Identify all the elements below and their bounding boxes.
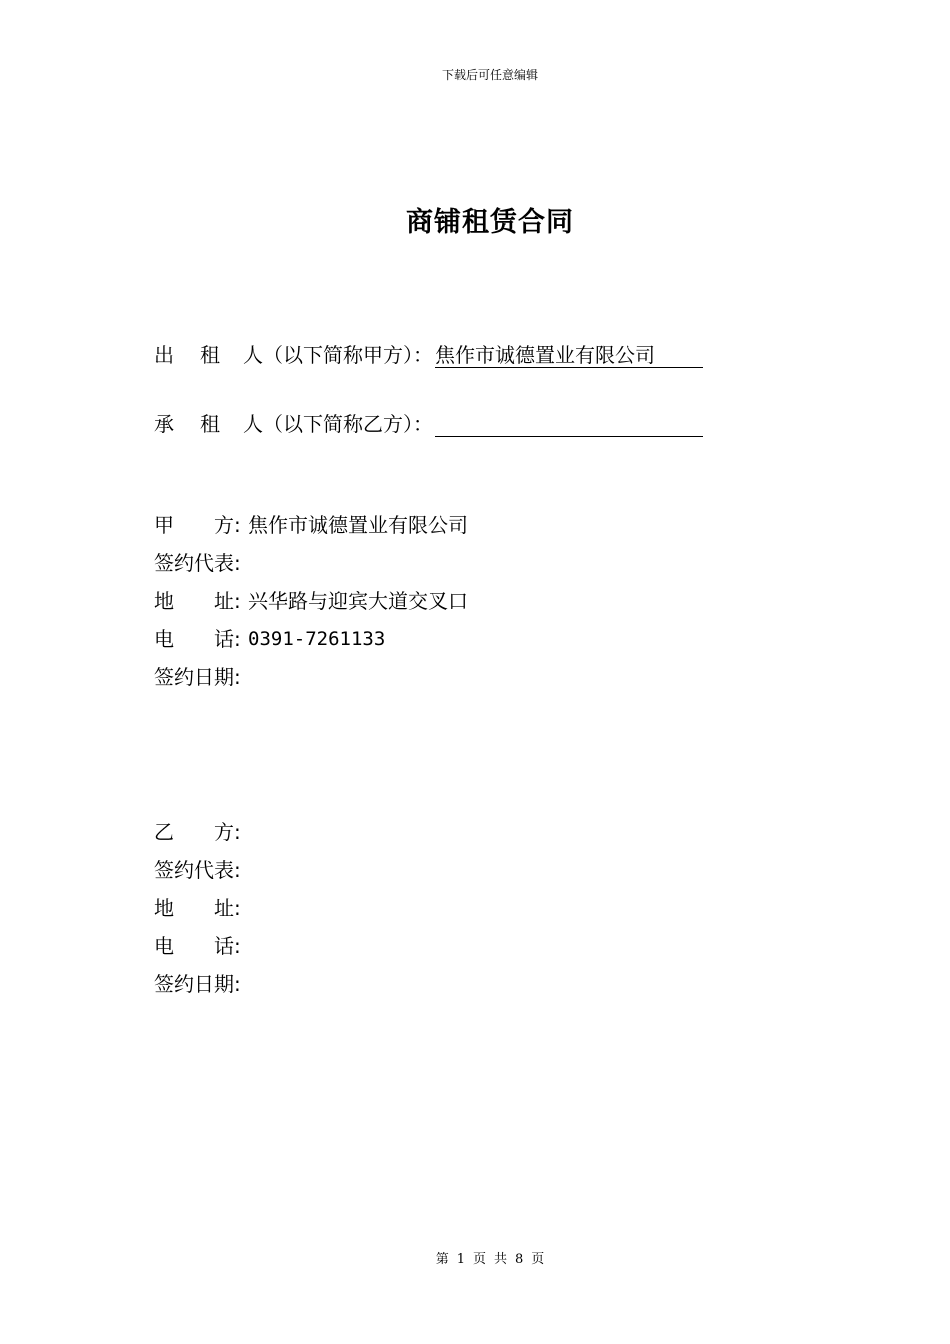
party-a-block <box>154 506 468 696</box>
party-b-row-date <box>154 965 248 1003</box>
party-a-name-label <box>154 506 234 544</box>
label-char: 地 <box>154 896 174 920</box>
label-char: 电 <box>154 627 174 651</box>
lessee-label-suffix: （以下简称乙方）： <box>263 412 433 436</box>
lessor-label-char-3: 人 <box>243 343 263 367</box>
lessee-label-char-1: 承 <box>154 412 174 436</box>
lessee-line <box>154 408 703 437</box>
colon: : <box>234 972 241 996</box>
party-a-row-name <box>154 506 468 544</box>
lessee-label-char-2: 租 <box>200 412 220 436</box>
footer-current-page: 1 <box>456 1252 465 1267</box>
party-a-row-date <box>154 658 468 696</box>
label-text: 签约代表 <box>154 858 234 882</box>
party-a-address-value[interactable]: 兴华路与迎宾大道交叉口 <box>248 589 468 613</box>
document-title: 商铺租赁合同 <box>406 207 574 238</box>
label-char: 话 <box>214 934 234 958</box>
party-b-block <box>154 813 248 1003</box>
party-b-row-address <box>154 889 248 927</box>
colon: : <box>234 665 241 689</box>
lessor-label-suffix: （以下简称甲方）： <box>263 343 433 367</box>
label-text: 签约日期 <box>154 972 234 996</box>
label-char: 方 <box>214 513 234 537</box>
colon: : <box>234 820 241 844</box>
label-char: 址 <box>214 589 234 613</box>
lessor-name-field[interactable]: 焦作市诚德置业有限公司 <box>435 343 703 368</box>
footer-page-word: 页 <box>472 1252 486 1267</box>
lessor-line <box>154 339 703 368</box>
party-b-row-representative <box>154 851 248 889</box>
label-char: 地 <box>154 589 174 613</box>
party-b-row-phone <box>154 927 248 965</box>
footer-suffix: 页 <box>531 1252 545 1267</box>
colon: : <box>234 551 241 575</box>
lessor-label <box>154 339 433 368</box>
footer-total-pages: 8 <box>515 1252 524 1267</box>
lessee-label-char-3: 人 <box>243 412 263 436</box>
party-a-address-label <box>154 582 234 620</box>
page-footer <box>0 1248 950 1267</box>
label-char: 电 <box>154 934 174 958</box>
party-a-name-value[interactable]: 焦作市诚德置业有限公司 <box>248 513 468 537</box>
party-a-row-representative <box>154 544 468 582</box>
party-b-representative-label <box>154 851 234 889</box>
party-b-name-label <box>154 813 234 851</box>
colon: : <box>234 589 241 613</box>
party-a-row-address <box>154 582 468 620</box>
colon: : <box>234 858 241 882</box>
colon: : <box>234 513 241 537</box>
label-char: 址 <box>214 896 234 920</box>
party-b-date-label <box>154 965 234 1003</box>
label-char: 乙 <box>154 820 174 844</box>
header-note: 下载后可任意编辑 <box>441 68 538 82</box>
colon: : <box>234 934 241 958</box>
party-a-phone-label <box>154 620 234 658</box>
party-b-phone-label <box>154 927 234 965</box>
party-b-row-name <box>154 813 248 851</box>
label-text: 签约代表 <box>154 551 234 575</box>
footer-total-word: 共 <box>494 1252 508 1267</box>
party-a-representative-label <box>154 544 234 582</box>
colon: : <box>234 896 241 920</box>
label-char: 话 <box>214 627 234 651</box>
lessor-label-char-2: 租 <box>200 343 220 367</box>
colon: : <box>234 627 241 651</box>
footer-prefix: 第 <box>435 1252 449 1267</box>
lessor-label-char-1: 出 <box>154 343 174 367</box>
lessee-name-field[interactable] <box>435 412 703 437</box>
party-b-address-label <box>154 889 234 927</box>
party-a-row-phone <box>154 620 468 658</box>
label-text: 签约日期 <box>154 665 234 689</box>
party-a-date-label <box>154 658 234 696</box>
label-char: 甲 <box>154 513 174 537</box>
lessee-label <box>154 408 433 437</box>
party-a-phone-value[interactable]: 0391-7261133 <box>248 628 386 650</box>
label-char: 方 <box>214 820 234 844</box>
